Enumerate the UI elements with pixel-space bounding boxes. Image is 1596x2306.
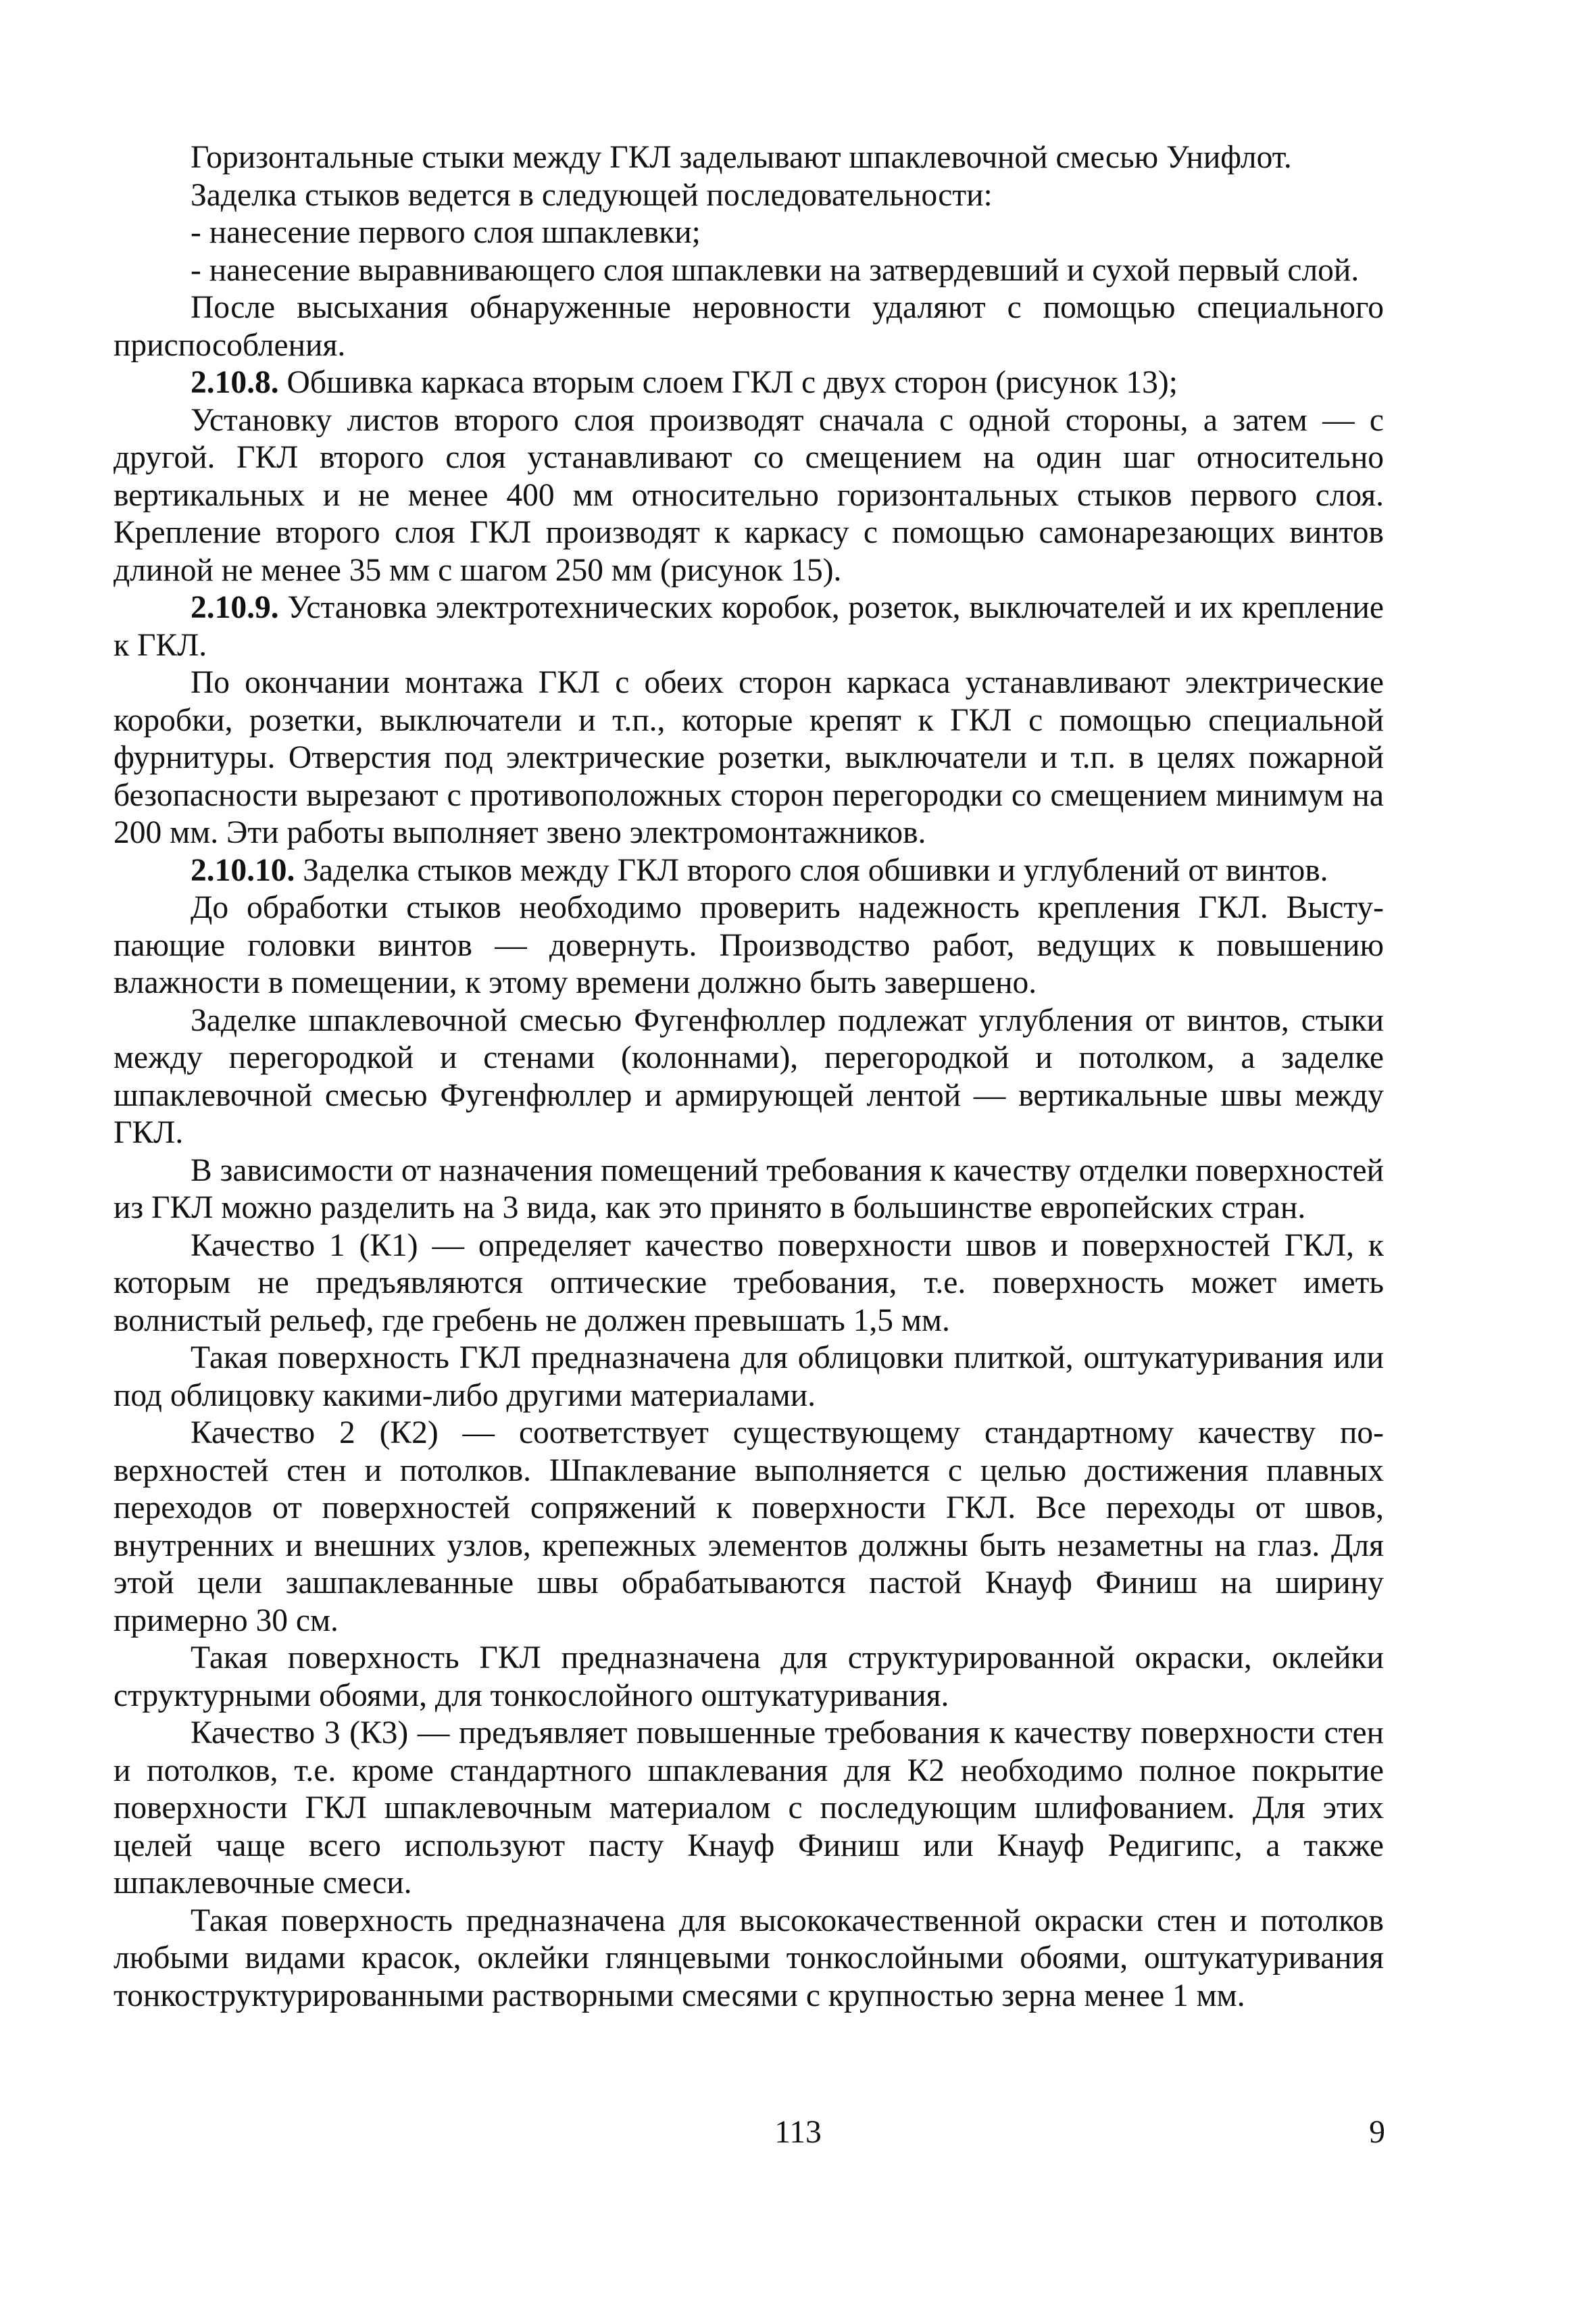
paragraph: По окончании монтажа ГКЛ с обеих сторон каркаса устанавливают электрические коробки, розетки, выключатели и т.п., которые крепят к ГКЛ с помощью специальной фурнитуры. Отверстия под электрические розетки, выключатели и т.п. в целях пожарной безопасности вырезают с противоположных сторон перегородки со смещением минимум на 200 мм. Эти работы выполняет звено электромонтажников.: [114, 665, 1384, 850]
list-item: - нанесение первого слоя шпаклевки;: [191, 215, 701, 250]
paragraph: Такая поверхность ГКЛ предназначена для структурированной окраски, оклейки структурными обоями, для тонкослойного оштукатуривания.: [114, 1640, 1384, 1713]
paragraph: После высыхания обнаруженные неровности удаляют с помощью специального приспособления.: [114, 290, 1384, 363]
paragraph: Такая поверхность ГКЛ предназначена для облицовки плиткой, оштукатуривания или под облицовку какими-либо другими материалами.: [114, 1340, 1384, 1413]
paragraph: Качество 2 (К2) — соответствует существующему стандартному качеству поверхностей стен и потолков. Шпаклевание выполняется с целью достижения плавных переходов от поверхностей сопряжений к поверхности ГКЛ. Все переходы от швов, внутренних и внешних узлов, крепежных элементов должны быть незаметны на глаз. Для этой цели зашпаклеванные швы обрабатываются пастой Кнауф Финиш на ширину примерно 30 см.: [114, 1415, 1384, 1638]
paragraph: Такая поверхность предназначена для высококачественной окраски стен и потолков любыми видами красок, оклейки глянцевыми тонкослойными обоями, оштукатуривания тонкоструктурированными растворными смесями с крупностью зерна менее 1 мм.: [114, 1903, 1384, 2013]
document-body: [114, 139, 1384, 2015]
paragraph: Заделка стыков ведется в следующей последовательности:: [191, 177, 993, 213]
paragraph: Качество 1 (К1) — определяет качество поверхности швов и поверхностей ГКЛ, к которым не предъявляются оптические требования, т.е. поверхность может иметь волнистый рельеф, где гребень не должен превышать 1,5 мм.: [114, 1227, 1384, 1338]
section-number: 2.10.8.: [191, 365, 279, 400]
section-heading-2-10-8: [114, 364, 1384, 402]
section-number: 2.10.9.: [191, 590, 279, 625]
paragraph: Заделке шпаклевочной смесью Фугенфюллер подлежат углубления от винтов, стыки между перегородкой и стенами (колоннами), перегородкой и потолком, а заделке шпаклевочной смесью Фугенфюллер и армирующей лентой — вертикальные швы между ГКЛ.: [114, 1002, 1384, 1150]
paragraph: До обработки стыков необходимо проверить надежность крепления ГКЛ. Выступающие головки винтов — довернуть. Производство работ, ведущих к повышению влажности в помещении, к этому времени должно быть завершено.: [114, 890, 1384, 1000]
paragraph: Качество 3 (К3) — предъявляет повышенные требования к качеству поверхности стен и потолков, т.е. кроме стандартного шпаклевания для К2 необходимо полное покрытие поверхности ГКЛ шпаклевочным материалом с последующим шлифованием. Для этих целей чаще всего используют пасту Кнауф Финиш или Кнауф Редигипс, а также шпаклевочные смеси.: [114, 1715, 1384, 1900]
paragraph: Установку листов второго слоя производят сначала с одной стороны, а затем — с другой. ГКЛ второго слоя устанавливают со смещением на один шаг относительно вертикальных и не менее 400 мм относительно горизонтальных стыков первого слоя. Крепление второго слоя ГКЛ производят к каркасу с помощью самонарезающих винтов длиной не менее 35 мм с шагом 250 мм (рисунок 15).: [114, 402, 1384, 588]
page-number: 113: [774, 2115, 822, 2150]
section-title: Обшивка каркаса вторым слоем ГКЛ с двух сторон (рисунок 13);: [278, 365, 1178, 400]
section-heading-2-10-10: [114, 852, 1384, 890]
paragraph: В зависимости от назначения помещений требования к качеству отделки поверхностей из ГКЛ можно разделить на 3 вида, как это принято в большинстве европейских стран.: [114, 1152, 1384, 1225]
section-number: 2.10.10.: [191, 852, 295, 888]
paragraph: Горизонтальные стыки между ГКЛ заделывают шпаклевочной смесью Унифлот.: [191, 140, 1292, 175]
sheet-number: 9: [1369, 2115, 1385, 2150]
section-heading-2-10-9: [114, 589, 1384, 664]
section-title: Заделка стыков между ГКЛ второго слоя обшивки и углублений от винтов.: [295, 852, 1328, 888]
list-item: - нанесение выравнивающего слоя шпаклевки на затвердевший и сухой первый слой.: [191, 252, 1360, 288]
section-title: Установка электротехнических коробок, розеток, выключателей и их крепление к ГКЛ.: [114, 590, 1384, 663]
